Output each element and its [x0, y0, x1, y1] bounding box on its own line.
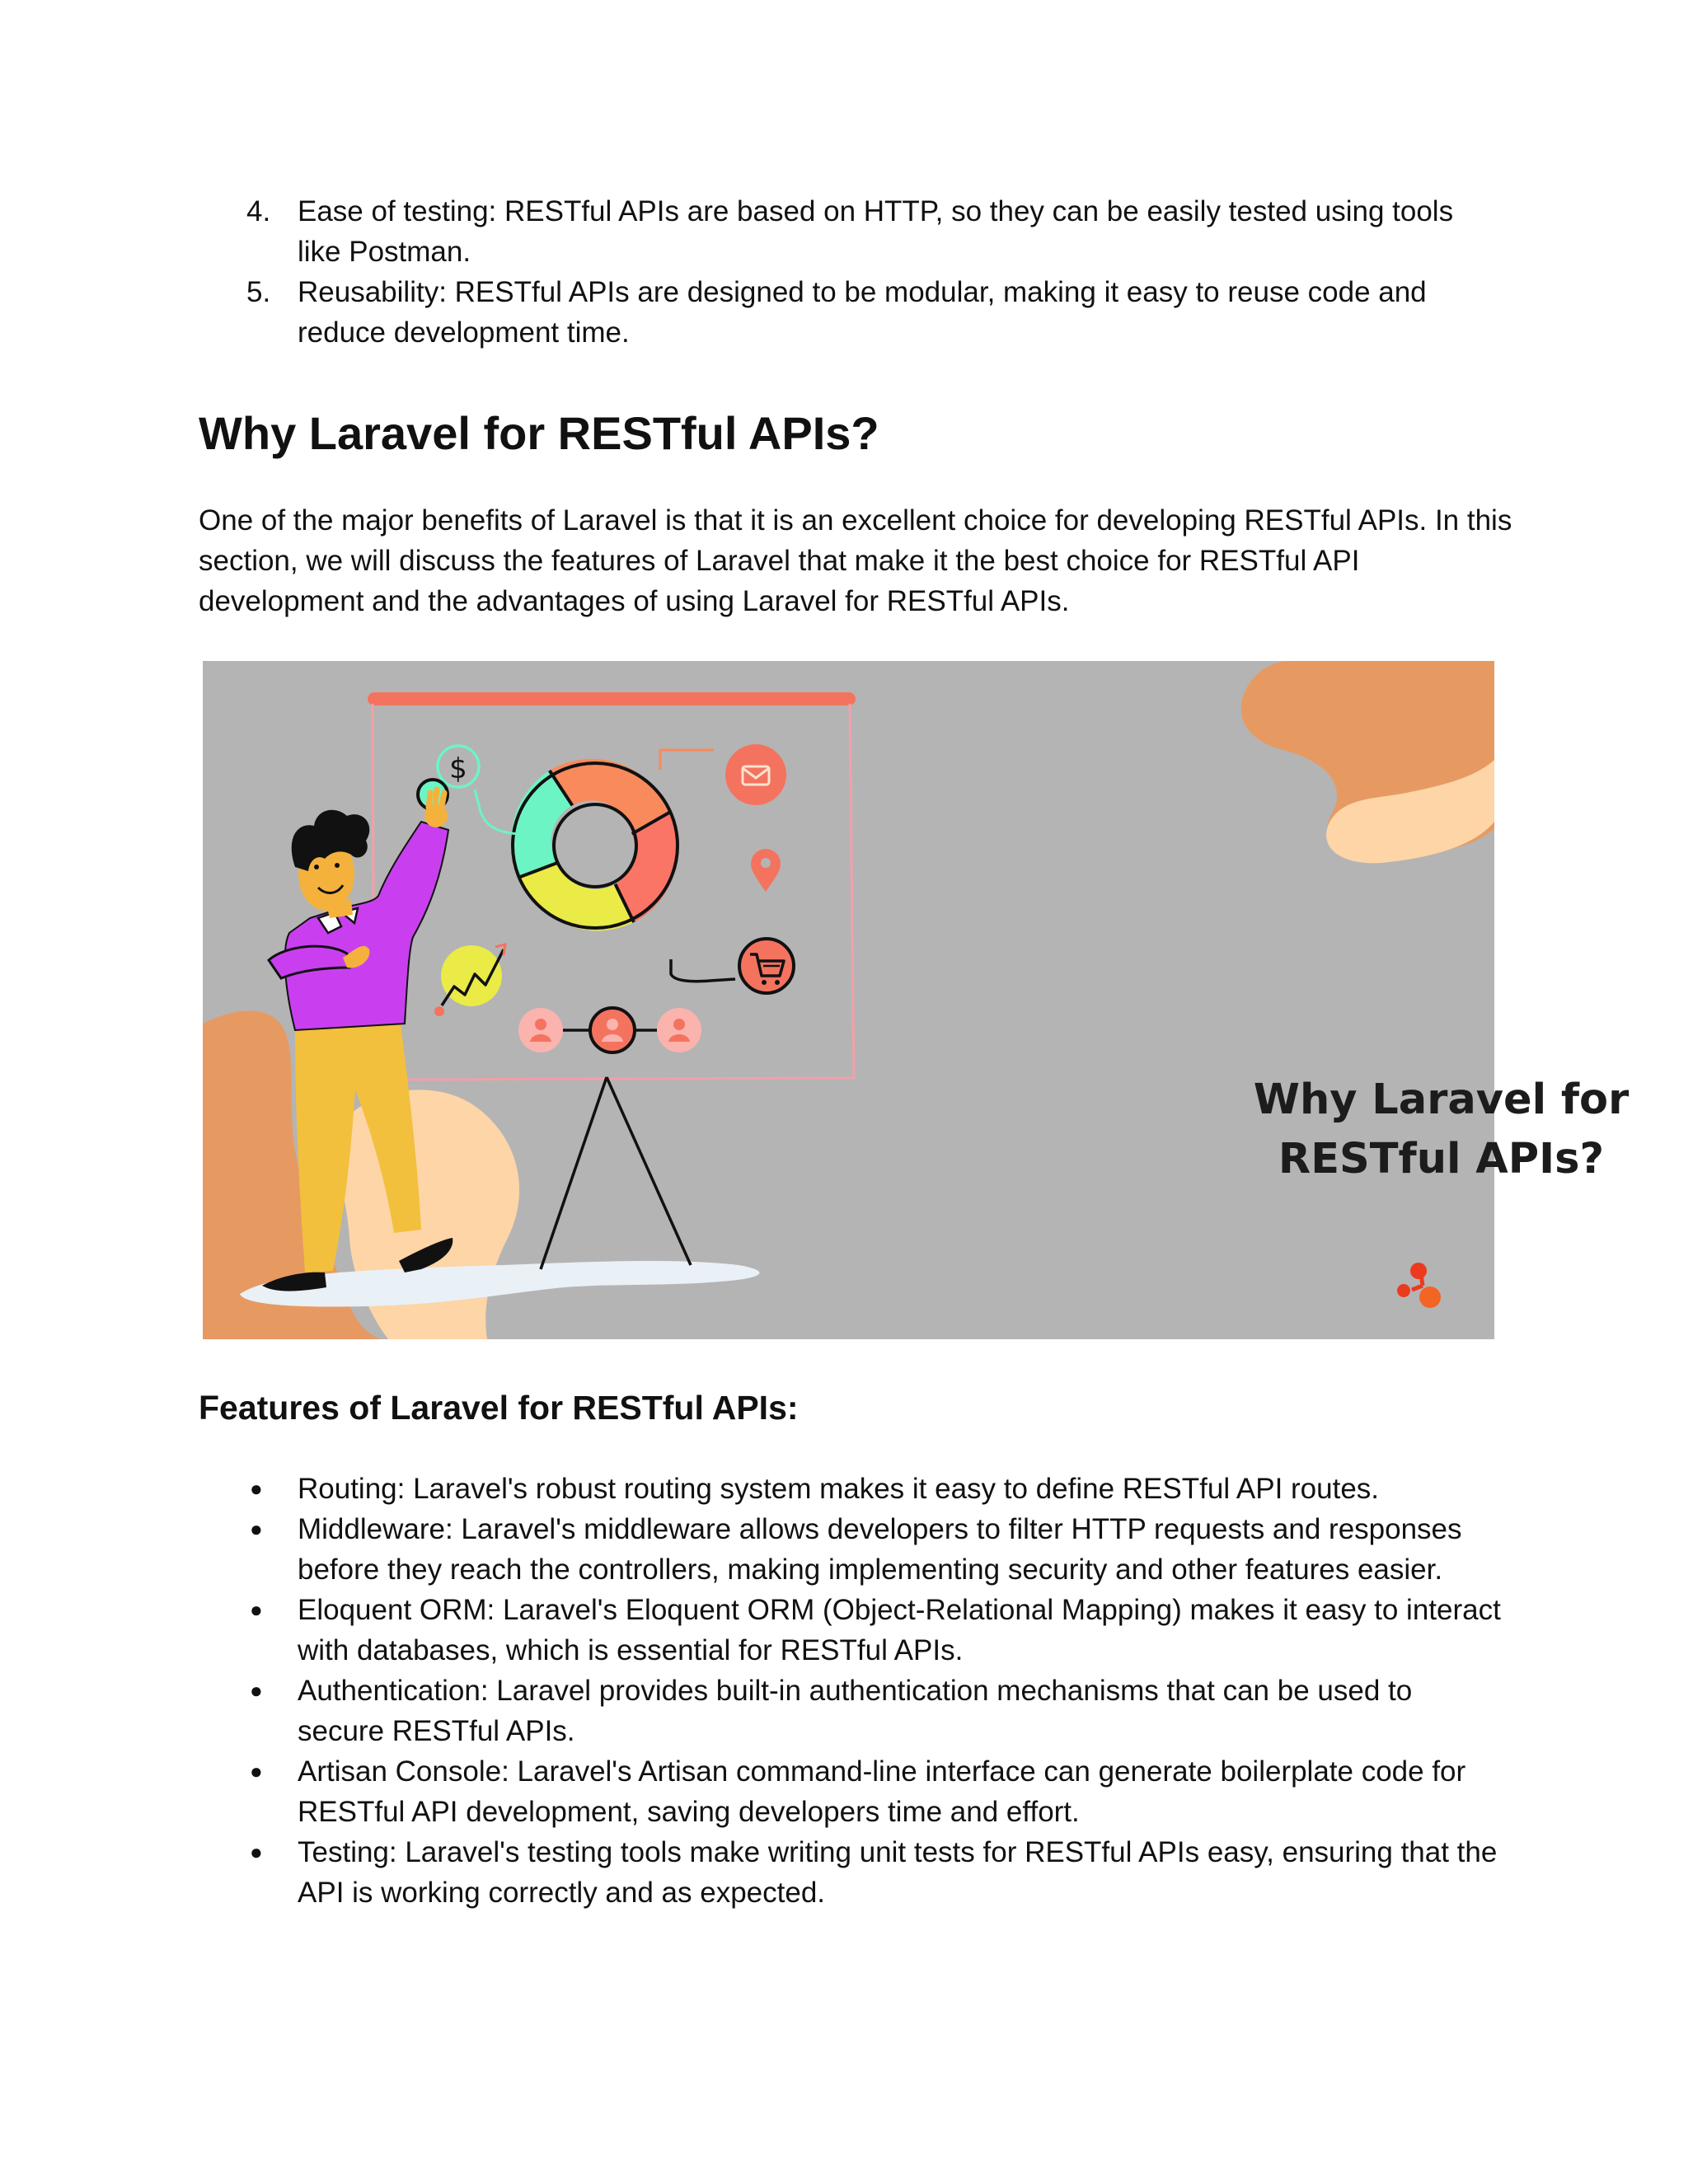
features-heading: Features of Laravel for RESTful APIs:	[199, 1389, 799, 1427]
bullet-icon: ●	[250, 1597, 263, 1622]
list-item	[199, 191, 1501, 272]
intro-paragraph: One of the major benefits of Laravel is that it is an excellent choice for developing RESTful APIs. In this section, we will discuss the features of Laravel that make it the best choice for RESTful API development and the advantages of using Laravel for RESTful APIs.	[199, 504, 1512, 617]
brand-logo	[1397, 1263, 1441, 1308]
bullet-icon: ●	[250, 1678, 263, 1703]
numbered-list	[199, 191, 1501, 353]
list-item-text: Authentication: Laravel provides built-in authentication mechanisms that can be used to secure RESTful APIs.	[298, 1675, 1413, 1747]
list-item-text: Testing: Laravel's testing tools make writing unit tests for RESTful APIs easy, ensuring that the API is working correctly and as expected.	[298, 1836, 1498, 1909]
banner-illustration	[203, 661, 1630, 1339]
presentation-illustration	[203, 661, 1494, 1339]
banner-title-line-2: RESTful APIs?	[1278, 1135, 1605, 1183]
bullet-icon: ●	[250, 1840, 263, 1864]
list-item	[199, 1590, 1501, 1671]
section-heading: Why Laravel for RESTful APIs?	[199, 407, 879, 459]
list-item-text: Artisan Console: Laravel's Artisan command-line interface can generate boilerplate code for RESTful API development, saving developers time and effort.	[298, 1755, 1466, 1828]
board-top-bar	[368, 692, 856, 705]
list-item-text: Routing: Laravel's robust routing system makes it easy to define RESTful API routes.	[298, 1473, 1380, 1505]
easel-leg-left	[541, 1077, 607, 1269]
connector-mail	[660, 750, 714, 770]
donut-segment-yellow	[520, 863, 634, 930]
list-item	[199, 272, 1501, 353]
list-number: 4.	[246, 195, 271, 227]
list-number: 5.	[246, 276, 271, 308]
mail-icon	[725, 744, 786, 805]
growth-icon	[441, 945, 502, 1006]
bullet-icon: ●	[250, 1516, 263, 1541]
easel-leg-right	[607, 1077, 691, 1265]
list-item-text: Eloquent ORM: Laravel's Eloquent ORM (Object-Relational Mapping) makes it easy to interact with databases, which is essential for RESTful APIs.	[298, 1594, 1501, 1666]
location-pin-icon	[751, 849, 781, 892]
dollar-icon: $	[449, 752, 467, 785]
features-list	[199, 1469, 1501, 1913]
list-item-text: Ease of testing: RESTful APIs are based on HTTP, so they can be easily tested using tools like Postman.	[298, 195, 1454, 268]
list-item	[199, 1509, 1501, 1590]
connector-cart	[671, 959, 735, 982]
list-item	[199, 1469, 1501, 1509]
banner-title	[1175, 1071, 1707, 1189]
list-item-text: Middleware: Laravel's middleware allows developers to filter HTTP requests and responses before they reach the controllers, making implementing security and other features easier.	[298, 1513, 1462, 1586]
list-item-text: Reusability: RESTful APIs are designed to be modular, making it easy to reuse code and reduce development time.	[298, 276, 1427, 349]
list-item	[199, 1671, 1501, 1751]
bullet-icon: ●	[250, 1476, 263, 1501]
list-item	[199, 1751, 1501, 1832]
banner-title-line-1: Why Laravel for	[1253, 1076, 1630, 1124]
bullet-icon: ●	[250, 1759, 263, 1783]
list-item	[199, 1832, 1501, 1913]
